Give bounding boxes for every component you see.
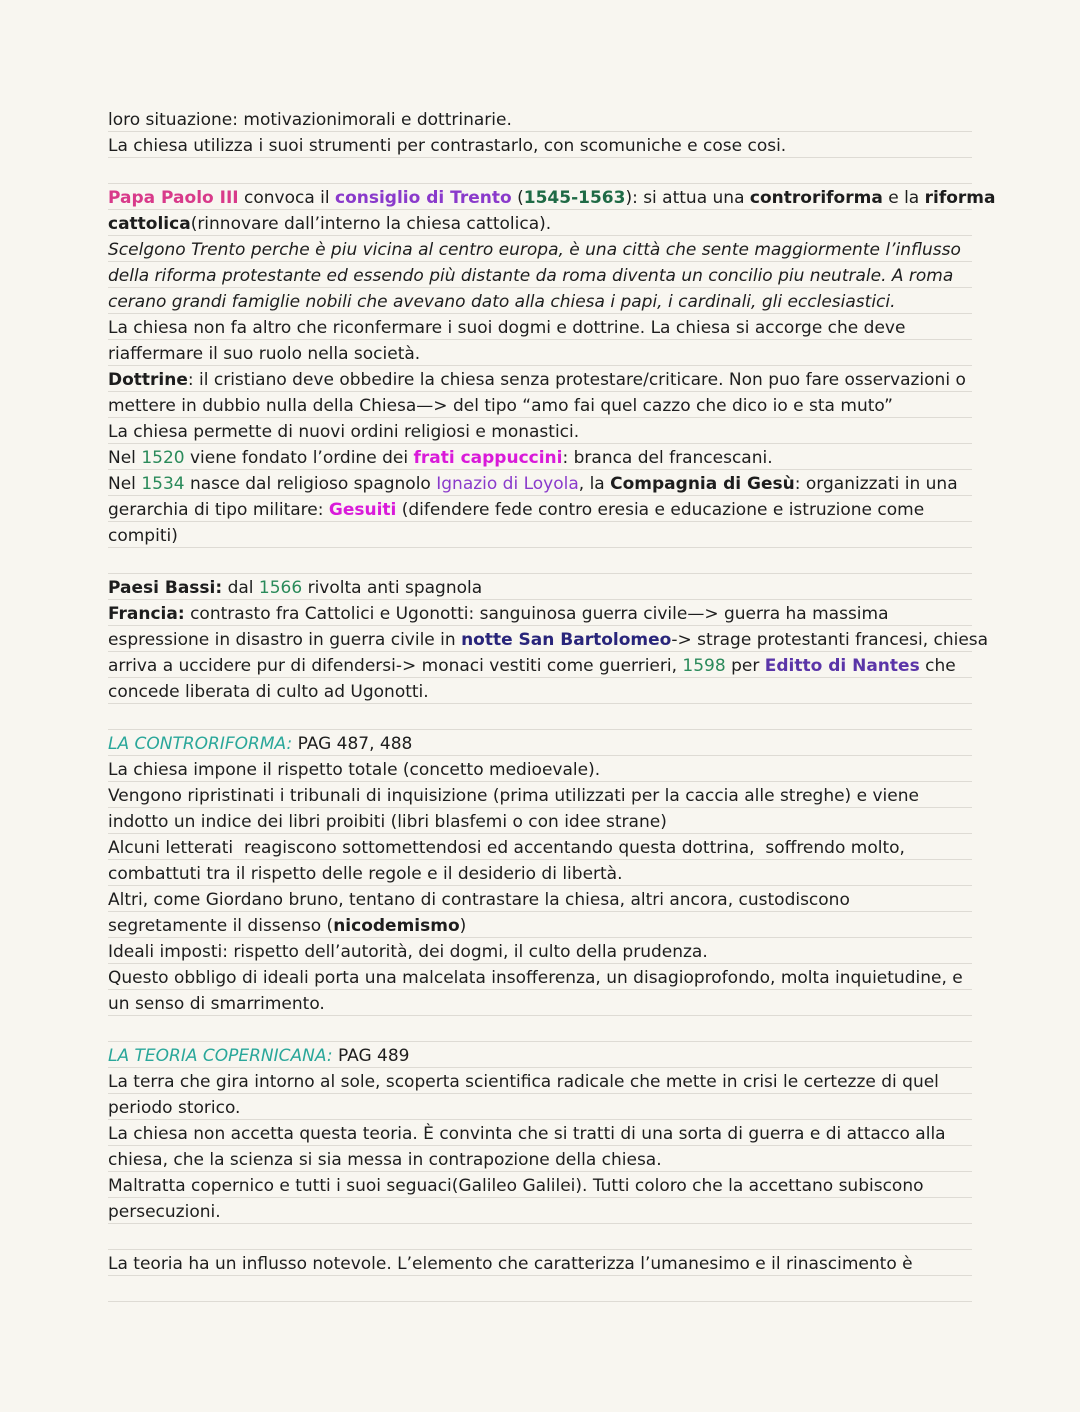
note-line xyxy=(108,158,972,184)
note-text: loro situazione: motivazionimorali e dottrinarie. xyxy=(108,110,512,130)
note-text: cerano grandi famiglie nobili che avevano dato alla chiesa i papi, i cardinali, gli ecclesiastici. xyxy=(108,292,896,312)
note-line xyxy=(108,964,972,990)
note-line xyxy=(108,1120,972,1146)
note-text: compiti) xyxy=(108,526,178,546)
note-text: notte San Bartolomeo xyxy=(461,630,672,650)
note-text: mettere in dubbio nulla della Chiesa—> del tipo “amo fai quel cazzo che dico io e sta muto” xyxy=(108,396,893,416)
note-text: PAG 487, 488 xyxy=(292,734,413,754)
note-text: Editto di Nantes xyxy=(764,656,920,676)
note-text: contrasto fra Cattolici e Ugonotti: sanguinosa guerra civile—> guerra ha massima xyxy=(184,604,889,624)
note-text: Nel xyxy=(108,474,142,494)
note-text: combattuti tra il rispetto delle regole e il desiderio di libertà. xyxy=(108,864,623,884)
note-text: persecuzioni. xyxy=(108,1202,221,1222)
note-text: Gesuiti xyxy=(328,500,397,520)
note-text: consiglio di Trento xyxy=(335,188,512,208)
note-text: gerarchia di tipo militare: xyxy=(108,500,329,520)
note-line xyxy=(108,912,972,938)
note-text: -> strage protestanti francesi, chiesa xyxy=(671,630,989,650)
note-text: , la xyxy=(578,474,611,494)
note-text: Questo obbligo di ideali porta una malcelata insofferenza, un disagioprofondo, molta inquietudine, e xyxy=(108,968,963,988)
note-text: dal xyxy=(222,578,259,598)
note-line xyxy=(108,1068,972,1094)
note-line xyxy=(108,366,972,392)
note-line xyxy=(108,262,972,288)
note-line xyxy=(108,444,972,470)
note-text: La terra che gira intorno al sole, scoperta scientifica radicale che mette in crisi le certezze di quel xyxy=(108,1072,939,1092)
note-text: riaffermare il suo ruolo nella società. xyxy=(108,344,421,364)
note-text: Dottrine xyxy=(108,370,188,390)
note-text: (difendere fede contro eresia e educazione e istruzione come xyxy=(396,500,925,520)
note-line xyxy=(108,548,972,574)
note-text: frati cappuccini xyxy=(413,448,563,468)
note-line xyxy=(108,418,972,444)
note-text: Ideali imposti: rispetto dell’autorità, dei dogmi, il culto della prudenza. xyxy=(108,942,708,962)
note-text: e la xyxy=(882,188,925,208)
note-text: : il cristiano deve obbedire la chiesa senza protestare/criticare. Non puo fare osservazioni o xyxy=(187,370,966,390)
notes-body xyxy=(108,106,996,1302)
note-text: La chiesa impone il rispetto totale (concetto medioevale). xyxy=(108,760,601,780)
note-text: Francia: xyxy=(108,604,185,624)
note-line xyxy=(108,1198,972,1224)
note-text: 1520 xyxy=(141,448,185,468)
note-text: un senso di smarrimento. xyxy=(108,994,325,1014)
note-line xyxy=(108,210,972,236)
note-text: Compagnia di Gesù xyxy=(610,474,795,494)
note-text: 1534 xyxy=(141,474,185,494)
note-text: ): si attua una xyxy=(625,188,750,208)
note-text: controriforma xyxy=(749,188,883,208)
note-line xyxy=(108,184,996,210)
note-line xyxy=(108,730,972,756)
note-line xyxy=(108,834,972,860)
note-text: LA TEORIA COPERNICANA: xyxy=(108,1046,333,1066)
note-line xyxy=(108,886,972,912)
note-text: cattolica xyxy=(108,214,191,234)
note-text: ) xyxy=(459,916,467,936)
note-text: LA CONTRORIFORMA: xyxy=(108,734,293,754)
note-text: segretamente il dissenso ( xyxy=(108,916,334,936)
note-line xyxy=(108,496,972,522)
note-text: PAG 489 xyxy=(332,1046,410,1066)
note-text: : organizzati in una xyxy=(794,474,958,494)
note-text: La chiesa non accetta questa teoria. È convinta che si tratti di una sorta di guerra e di attacco alla xyxy=(108,1124,946,1144)
note-line xyxy=(108,1250,972,1276)
note-text: ( xyxy=(511,188,524,208)
note-text: nasce dal religioso spagnolo xyxy=(184,474,437,494)
note-text: viene fondato l’ordine dei xyxy=(184,448,414,468)
note-text: Paesi Bassi: xyxy=(108,578,223,598)
note-text: La chiesa utilizza i suoi strumenti per contrastarlo, con scomuniche e cose cosi. xyxy=(108,136,787,156)
note-line xyxy=(108,938,972,964)
note-text: rivolta anti spagnola xyxy=(302,578,483,598)
note-text: : branca del francescani. xyxy=(562,448,773,468)
note-line xyxy=(108,522,972,548)
note-text: concede liberata di culto ad Ugonotti. xyxy=(108,682,429,702)
note-text: riforma xyxy=(924,188,996,208)
note-line xyxy=(108,704,972,730)
note-line xyxy=(108,314,972,340)
note-text: Maltratta copernico e tutti i suoi seguaci(Galileo Galilei). Tutti coloro che la accettano subiscono xyxy=(108,1176,924,1196)
note-text: nicodemismo xyxy=(333,916,460,936)
note-line xyxy=(108,1172,972,1198)
note-text: periodo storico. xyxy=(108,1098,241,1118)
note-text: chiesa, che la scienza si sia messa in contrapozione della chiesa. xyxy=(108,1150,662,1170)
note-line xyxy=(108,574,972,600)
note-text: Scelgono Trento perche è piu vicina al centro europa, è una città che sente maggiormente l’influsso xyxy=(108,240,961,260)
note-text: Papa Paolo III xyxy=(108,188,239,208)
note-text: Nel xyxy=(108,448,142,468)
note-text: 1598 xyxy=(682,656,726,676)
note-text: Vengono ripristinati i tribunali di inquisizione (prima utilizzati per la caccia alle streghe) e viene xyxy=(108,786,919,806)
note-line xyxy=(108,340,972,366)
note-text: Alcuni letterati reagiscono sottomettendosi ed accentando questa dottrina, soffrendo molto, xyxy=(108,838,905,858)
note-line xyxy=(108,652,972,678)
note-line xyxy=(108,808,972,834)
note-line xyxy=(108,990,972,1016)
note-line xyxy=(108,392,972,418)
note-line xyxy=(108,1094,972,1120)
note-text: arriva a uccidere pur di difendersi-> monaci vestiti come guerrieri, xyxy=(108,656,683,676)
note-text: della riforma protestante ed essendo più distante da roma diventa un concilio piu neutrale. A roma xyxy=(108,266,954,286)
note-text: per xyxy=(725,656,765,676)
note-text: convoca il xyxy=(238,188,335,208)
note-line xyxy=(108,782,972,808)
note-line xyxy=(108,1016,972,1042)
note-line xyxy=(108,288,972,314)
note-text: 1545-1563 xyxy=(523,188,626,208)
note-text: Altri, come Giordano bruno, tentano di contrastare la chiesa, altri ancora, custodiscono xyxy=(108,890,850,910)
note-line xyxy=(108,236,972,262)
note-line xyxy=(108,860,972,886)
note-line xyxy=(108,132,972,158)
note-line xyxy=(108,600,972,626)
note-text: Ignazio di Loyola xyxy=(436,474,579,494)
note-text: (rinnovare dall’interno la chiesa cattolica). xyxy=(190,214,552,234)
note-line xyxy=(108,678,972,704)
note-line xyxy=(108,626,989,652)
note-text: indotto un indice dei libri proibiti (libri blasfemi o con idee strane) xyxy=(108,812,667,832)
note-line xyxy=(108,756,972,782)
note-line xyxy=(108,470,972,496)
note-line xyxy=(108,1224,972,1250)
note-text: 1566 xyxy=(258,578,303,598)
note-line xyxy=(108,1146,972,1172)
note-text: La chiesa non fa altro che riconfermare i suoi dogmi e dottrine. La chiesa si accorge che deve xyxy=(108,318,906,338)
note-text: espressione in disastro in guerra civile in xyxy=(108,630,462,650)
note-text: che xyxy=(919,656,956,676)
note-line xyxy=(108,1042,972,1068)
note-line xyxy=(108,106,972,132)
note-text: La teoria ha un influsso notevole. L’elemento che caratterizza l’umanesimo e il rinascimento è xyxy=(108,1254,913,1274)
note-text: La chiesa permette di nuovi ordini religiosi e monastici. xyxy=(108,422,580,442)
note-line xyxy=(108,1276,972,1302)
